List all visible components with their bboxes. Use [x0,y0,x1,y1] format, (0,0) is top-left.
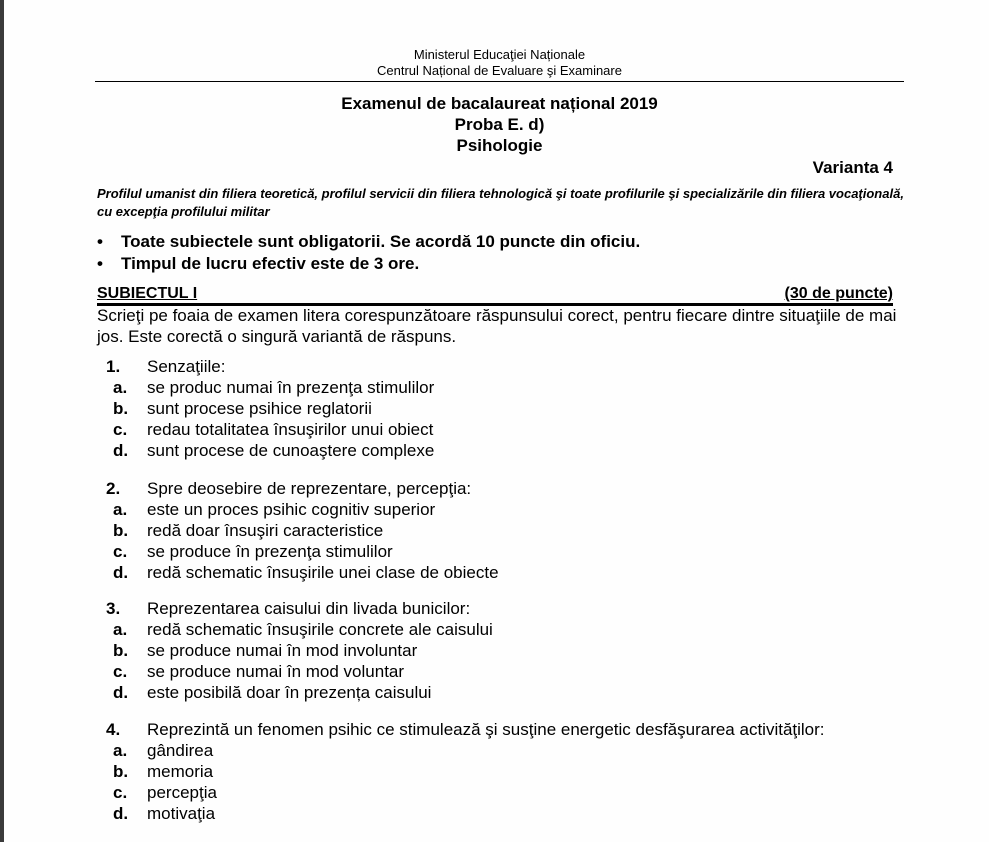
option-text: este un proces psihic cognitiv superior [147,500,436,519]
question-text: Reprezintă un fenomen psihic ce stimulează şi susţine energetic desfăşurarea activităţilor: [147,720,825,739]
question-text: Senzaţiile: [147,357,226,376]
option-text: sunt procese de cunoaştere complexe [147,441,435,460]
option-text: sunt procese psihice reglatorii [147,399,372,418]
question-number: 1. [106,357,121,376]
option-text: se produce numai în mod involuntar [147,641,418,660]
exam-subject: Psihologie [456,136,543,155]
question-number: 3. [106,599,121,618]
option-text: se produce în prezenţa stimulilor [147,542,393,561]
exam-variant: Varianta 4 [812,158,893,177]
option-letter: c. [113,662,128,681]
option-letter: c. [113,542,128,561]
exam-proba: Proba E. d) [454,115,545,134]
section-points: (30 de puncte) [784,285,893,302]
rule-text: Toate subiectele sunt obligatorii. Se acordă 10 puncte din oficiu. [121,232,641,251]
option-letter: d. [113,683,129,702]
rule-item [97,231,640,253]
option-letter: b. [113,641,129,660]
option-letter: b. [113,521,129,540]
header-divider [95,81,904,82]
option-letter: b. [113,762,129,781]
section-header [97,285,893,306]
option-text: memoria [147,762,214,781]
option-text: este posibilă doar în prezența caisului [147,683,432,702]
option-letter: a. [113,500,128,519]
option-text: percepţia [147,783,217,802]
section-instructions: Scrieţi pe foaia de examen litera corespunzătoare răspunsului corect, pentru fiecare dintre situaţiile de mai jos. Este corectă o singură variantă de răspuns. [97,306,897,346]
option-letter: a. [113,741,128,760]
option-text: redă schematic însuşirile unei clase de obiecte [147,563,499,582]
profile-description: Profilul umanist din filiera teoretică, profilul servicii din filiera tehnologică şi toate profilurile şi specializările din filiera vocaţională, cu excepţia profilului militar [97,186,904,219]
option-text: se produce numai în mod voluntar [147,662,405,681]
option-letter: a. [113,378,128,397]
option-letter: c. [113,783,128,802]
option-letter: a. [113,620,128,639]
bullet-icon: • [97,232,103,251]
option-text: redă doar însuşiri caracteristice [147,521,384,540]
rule-text: Timpul de lucru efectiv este de 3 ore. [121,254,420,273]
question-text: Spre deosebire de reprezentare, percepţia: [147,479,472,498]
option-text: redă schematic însuşirile concrete ale caisului [147,620,493,639]
option-letter: d. [113,441,129,460]
option-letter: d. [113,804,129,823]
option-text: motivaţia [147,804,216,823]
question-number: 2. [106,479,121,498]
option-letter: d. [113,563,129,582]
question-number: 4. [106,720,121,739]
rule-item [97,253,640,275]
option-letter: b. [113,399,129,418]
ministry-name: Ministerul Educaţiei Naționale [413,47,586,62]
exam-title: Examenul de bacalaureat național 2019 [341,94,658,113]
section-title: SUBIECTUL I [97,285,198,302]
option-letter: c. [113,420,128,439]
bullet-icon: • [97,254,103,273]
question-text: Reprezentarea caisului din livada bunicilor: [147,599,471,618]
option-text: se produc numai în prezenţa stimulilor [147,378,435,397]
option-text: redau totalitatea însuşirilor unui obiect [147,420,434,439]
option-text: gândirea [147,741,214,760]
evaluation-center-name: Centrul Național de Evaluare şi Examinare [377,63,622,78]
exam-rules [97,231,640,275]
